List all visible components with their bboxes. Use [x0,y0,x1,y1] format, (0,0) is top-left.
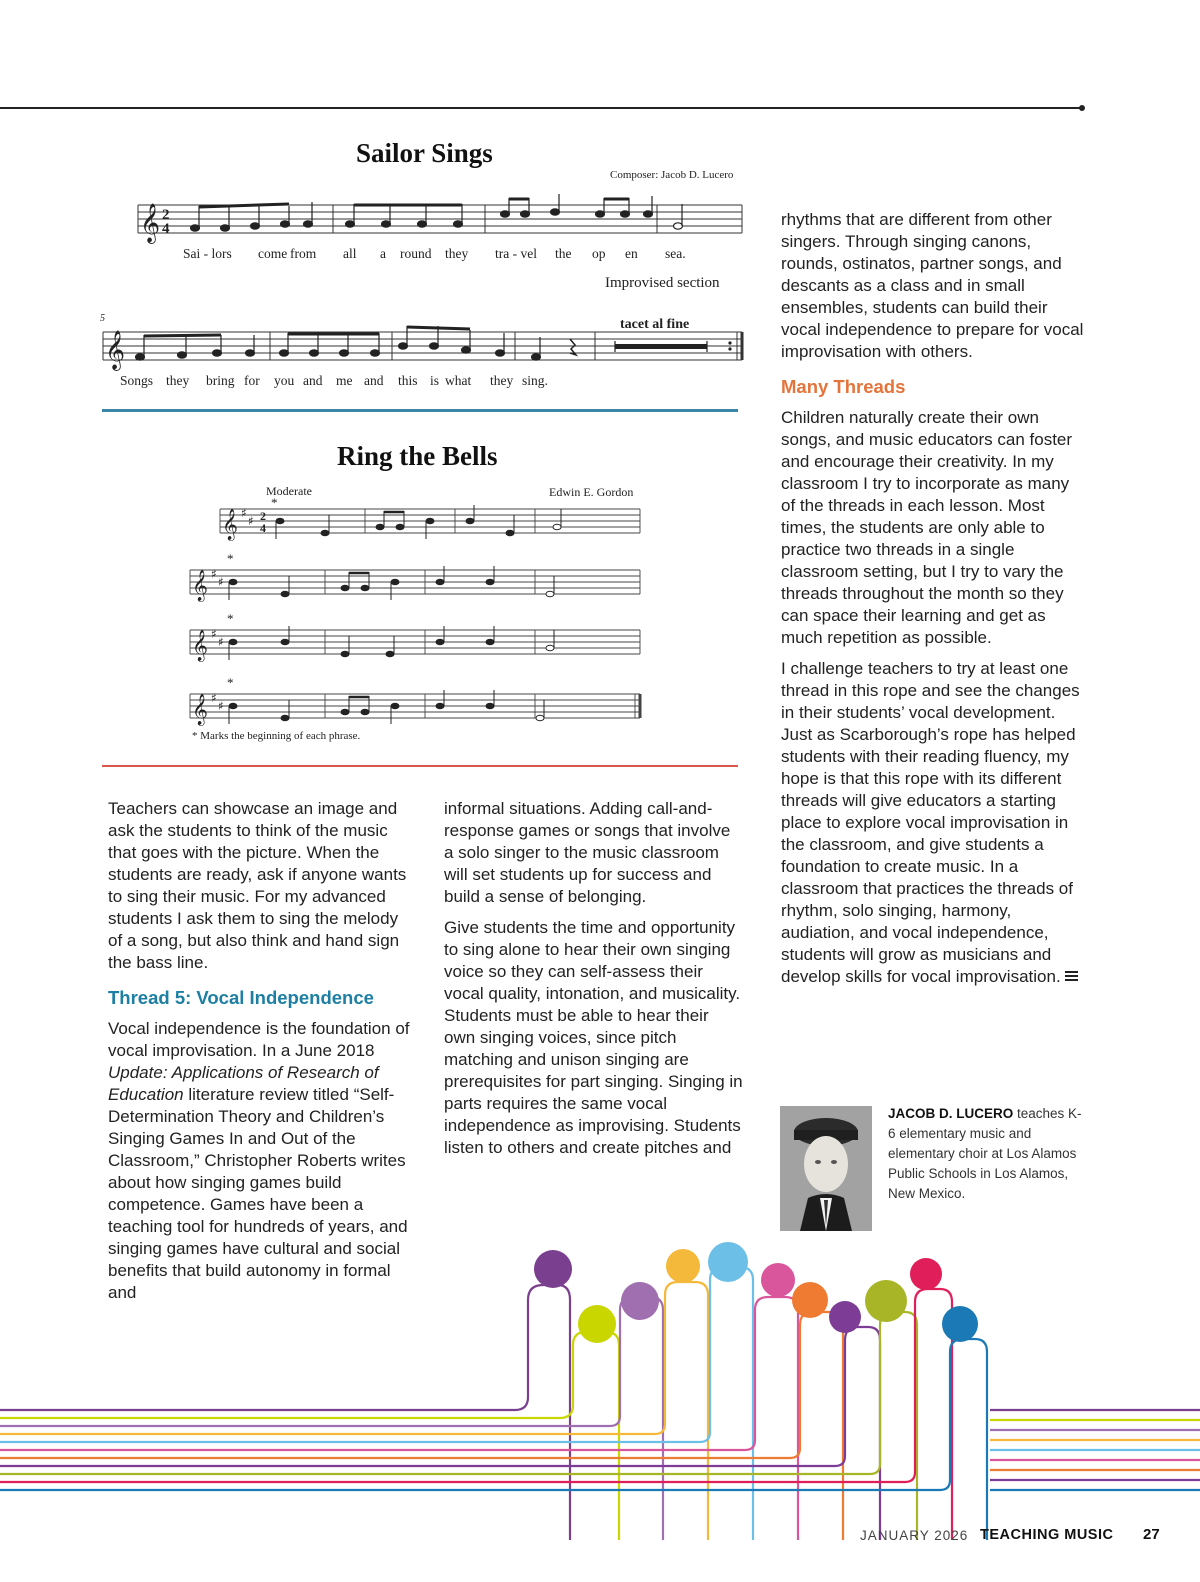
divider-red [102,765,738,767]
lyric: the [555,246,572,261]
top-rule [0,107,1082,109]
phrase-mark: * [227,675,234,690]
score-footnote: * Marks the beginning of each phrase. [192,730,361,742]
measure-number: 5 [100,313,105,324]
score-title-sailor-sings: Sailor Sings [356,138,493,168]
lyric: op [592,246,606,261]
divider-blue [102,409,738,412]
paragraph: Children naturally create their own songs, and music educators can foster and encourage their creativity. In my classroom I try to incorporate as many of the threads in each lesson. Most times, the students are only able to practice two threads in a single classroom setting, but I try to vary the threads throughout the month so they can space their learning and get as much repetition as possible. [781,408,1073,647]
article-column-3 [781,209,1086,997]
sailor-sings-notation [100,190,750,400]
lyric: they [166,373,190,388]
svg-text:𝄞: 𝄞 [192,570,208,601]
phrase-mark: * [227,551,234,566]
score-title-ring-the-bells: Ring the Bells [337,441,498,471]
lyric: Songs [120,373,154,388]
author-photo [780,1106,872,1231]
lyric: me [336,373,353,388]
svg-text:𝄞: 𝄞 [222,509,238,540]
paragraph: rhythms that are different from other singers. Through singing canons, rounds, ostinatos, partner songs, and descants as a class and in small ensembles, students can build their vocal independence to prepare for vocal improvisation with others. [781,210,1084,361]
lyric: Sai - lors [183,246,232,261]
paragraph: Vocal independence is the foundation of vocal improvisation. In a June 2018 Update: Applications of Research of Education literature review titled “Self-Determination Theory and Children’s Singing Games In and Out of the Classroom,” Christopher Roberts writes about how singing games build competence. Games have been a teaching tool for hundreds of years, and singing games have cultural and social benefits that build autonomy in formal and [108,1019,410,1302]
heading-many-threads: Many Threads [781,376,906,397]
top-rule-dot [1079,105,1085,111]
svg-text:♯: ♯ [218,699,224,713]
lyric: they [445,246,469,261]
lyric: en [625,246,638,261]
svg-text:♯: ♯ [218,575,224,589]
phrase-mark: * [227,611,234,626]
paragraph: I challenge teachers to try at least one thread in this rope and see the changes in their students’ vocal development. Just as Scarborough’s rope has helped students with their reading fluency, my hope is that this rope with its different threads will give educators a starting place to explore vocal improvisation in the classroom, and give students a foundation to create music. In a classroom that practices the threads of rhythm, solo singing, harmony, audiation, and vocal independence, students will grow as musicians and develop skills for vocal improvisation. [781,659,1080,986]
svg-text:♯: ♯ [211,627,217,641]
time-sig-bottom: 4 [162,221,170,237]
heading-thread-5: Thread 5: Vocal Independence [108,987,374,1008]
ring-the-bells-notation [185,495,650,727]
paragraph: Teachers can showcase an image and ask the students to think of the music that goes with the picture. When the students are ready, ask if anyone wants to sing their music. For my advanced students I ask them to sing the melody of a song, but also think and hand sign the bass line. [108,799,407,972]
lyric: round [400,246,432,261]
paragraph: Give students the time and opportunity to sing alone to hear their own singing voice so they can self-assess their vocal quality, intonation, and musicality. Students must be able to hear their own singing voices, since pitch matching and unison singing are prerequisites for part singing. Singing in parts requires the same vocal independence as improvising. Students listen to others and create pitches and [444,918,743,1157]
lyric: you [274,373,295,388]
article-column-1 [108,798,410,1313]
lyric: tra - vel [495,246,537,261]
page-number: 27 [1143,1526,1160,1543]
threads-illustration [0,1240,1200,1540]
time-sig-bottom: 4 [260,521,266,535]
tacet-al-fine-label: tacet al fine [620,317,690,332]
time-sig-top: 2 [162,207,170,223]
svg-text:♯: ♯ [211,567,217,581]
svg-text:♯: ♯ [241,506,247,520]
paragraph: informal situations. Adding call-and-response games or songs that involve a solo singer to the music classroom will set students up for success and build a sense of belonging. [444,799,731,906]
lyric: they [490,373,514,388]
svg-text:♯: ♯ [248,514,254,528]
lyric: this [398,373,418,388]
improvised-section-label: Improvised section [605,275,720,291]
lyric: come [258,246,288,261]
lyric: bring [206,373,235,388]
lyric: what [445,373,472,388]
time-sig-top: 2 [260,509,266,523]
author-name: JACOB D. LUCERO [888,1106,1014,1121]
lyric: from [290,246,317,261]
score-composer: Composer: Jacob D. Lucero [610,169,734,181]
tempo-marking: Moderate [266,484,312,498]
lyric: sing. [522,373,548,388]
lyric: a [380,246,386,261]
footer-magazine: TEACHING MUSIC [980,1527,1114,1543]
lyric: and [303,373,323,388]
publication-title: Update: Applications of Research of Education [108,1063,379,1104]
lyric: all [343,246,357,261]
end-mark-icon [1065,971,1078,983]
footer-date: JANUARY 2026 [860,1528,969,1543]
author-bio: JACOB D. LUCERO teaches K-6 elementary music and elementary choir at Los Alamos Public Schools in Los Alamos, New Mexico. [888,1106,1082,1201]
lyric: is [430,373,440,388]
phrase-mark: * [271,495,278,510]
lyric: for [244,373,260,388]
svg-text:𝄞: 𝄞 [140,203,161,243]
lyric: and [364,373,384,388]
svg-text:𝄞: 𝄞 [192,694,208,725]
score-composer-gordon: Edwin E. Gordon [549,485,634,499]
svg-text:♯: ♯ [211,691,217,705]
article-column-2 [444,798,744,1168]
svg-text:♯: ♯ [218,635,224,649]
lyric: sea. [665,246,686,261]
svg-text:𝄞: 𝄞 [192,630,208,661]
svg-text:𝄞: 𝄞 [105,330,126,370]
